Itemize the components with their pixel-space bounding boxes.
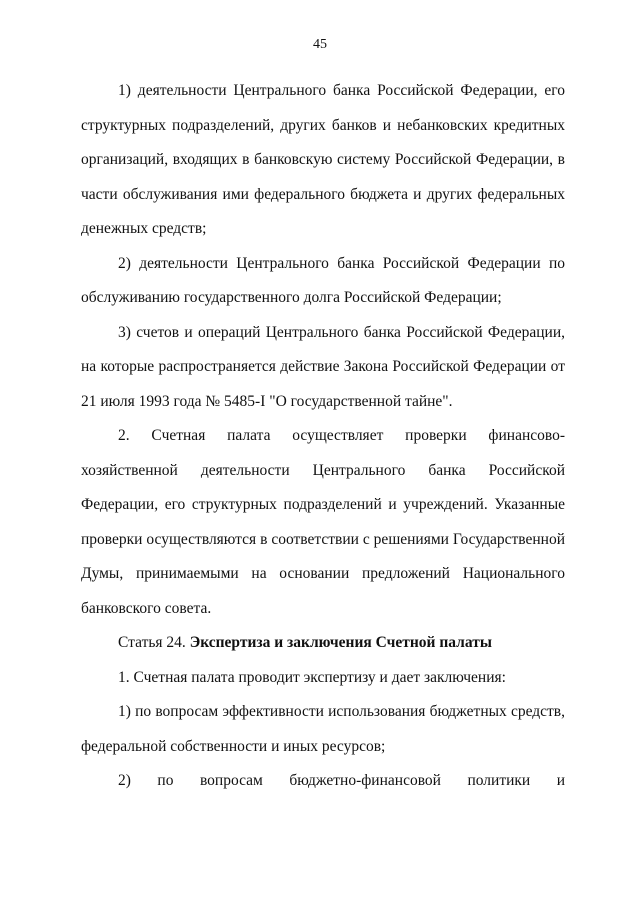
paragraph-clause-2: 2. Счетная палата осуществляет проверки финансово-хозяйственной деятельности Центрального банка Российской Федерации, его структурных подразделений и учреждений. Указанные проверки осуществляются в соответствии с решениями Государственной Думы, принимаемыми на основании предложений Национального банковского совета.: [81, 427, 565, 617]
article-heading: [81, 626, 565, 661]
paragraph-subitem-2: 2) по вопросам бюджетно-финансовой политики и: [118, 772, 565, 789]
paragraph-item-3: 3) счетов и операций Центрального банка Российской Федерации, на которые распространяется действие Закона Российской Федерации от 21 июля 1993 года № 5485-I "О государственной тайне".: [81, 323, 565, 410]
article-label: Статья 24.: [118, 634, 186, 651]
paragraph-item-1: 1) деятельности Центрального банка Российской Федерации, его структурных подразделений, других банков и небанковских кредитных организаций, входящих в банковскую систему Российской Федерации, в части обслуживания ими федерального бюджета и других федеральных денежных средств;: [81, 82, 565, 237]
document-body: [81, 74, 565, 799]
paragraph-item-2: 2) деятельности Центрального банка Российской Федерации по обслуживанию государственного долга Российской Федерации;: [81, 254, 565, 306]
paragraph-subitem-1: 1) по вопросам эффективности использования бюджетных средств, федеральной собственности и иных ресурсов;: [81, 703, 565, 755]
page-number: 45: [313, 37, 327, 52]
article-title: Экспертиза и заключения Счетной палаты: [189, 634, 492, 651]
paragraph-clause-1: 1. Счетная палата проводит экспертизу и дает заключения:: [118, 668, 506, 686]
